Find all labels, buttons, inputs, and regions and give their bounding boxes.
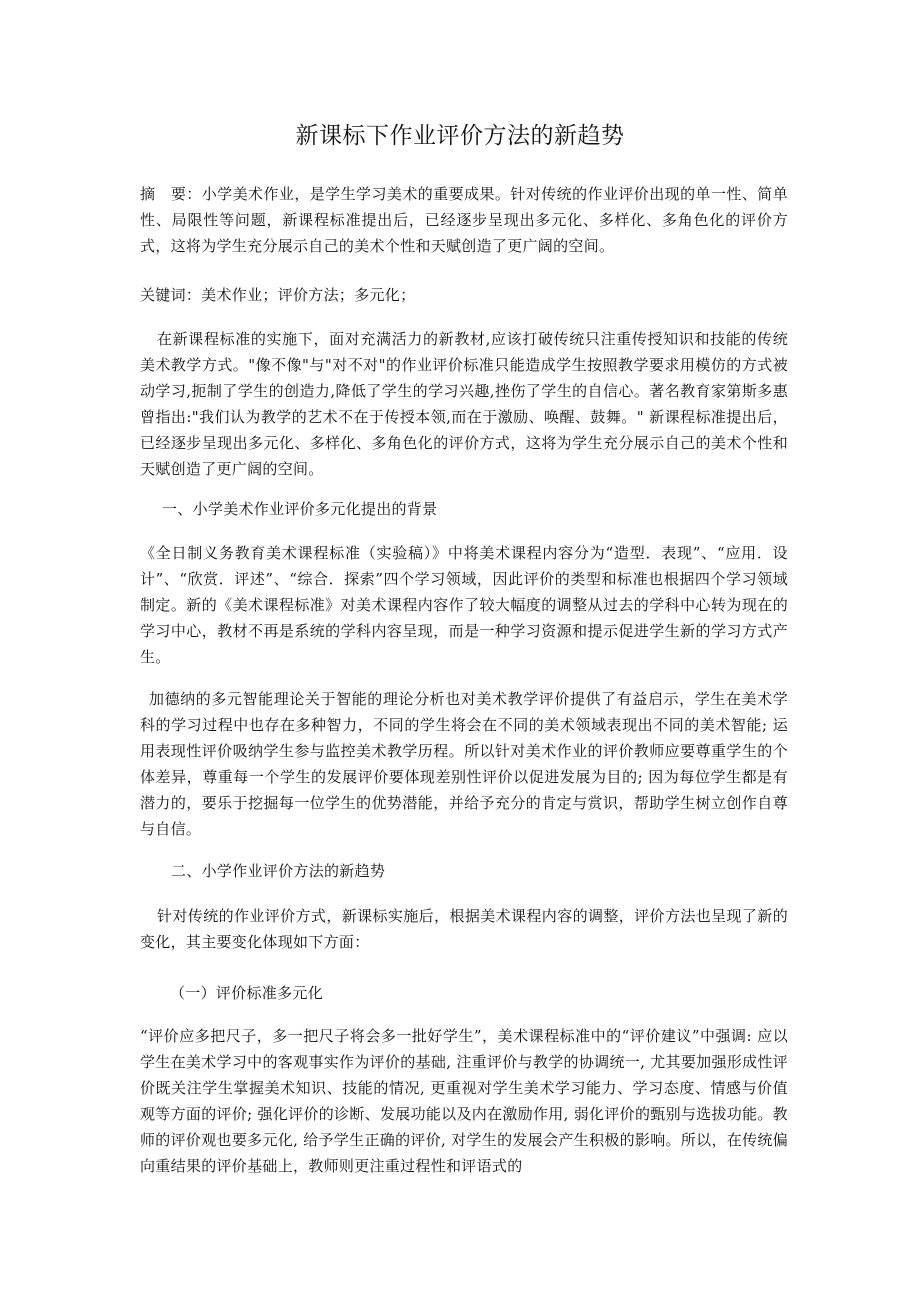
keywords-line: 关键词：美术作业；评价方法；多元化；: [140, 286, 416, 304]
section-heading-new-trends: 二、小学作业评价方法的新趋势: [171, 862, 386, 880]
subsection-heading-diversified-standards: （一）评价标准多元化: [170, 984, 324, 1002]
document-title: 新课标下作业评价方法的新趋势: [295, 123, 625, 149]
background-paragraph-standards: 《全日制义务教育美术课程标准（实验稿）》中将美术课程内容分为“造型．表现”、“应用．设计”、“欣赏．评述”、“综合．探索”四个学习领域，因此评价的类型和标准也根据四个学习领域制定。新的《美术课程标准》对美术课程内容作了较大幅度的调整从过去的学科中心转为现在的学习中心，教材不再是系统的学科内容呈现，而是一种学习资源和提示促进学生新的学习方式产生。: [140, 544, 788, 666]
diversified-standards-paragraph: “评价应多把尺子，多一把尺子将会多一批好学生”，美术课程标准中的“评价建议”中强调: 应以学生在美术学习中的客观事实作为评价的基础, 注重评价与教学的协调统一, 尤其要加强形成性评价既关注学生掌握美术知识、技能的情况, 更重视对学生美术学习能力、学习态度、情感与价值观等方面的评价; 强化评价的诊断、发展功能以及内在激励作用, 弱化评价的甄别与选拔功能。教师的评价观也要多元化, 给予学生正确的评价, 对学生的发展会产生积极的影响。所以，在传统偏向重结果的评价基础上，教师则更注重过程性和评语式的: [140, 1027, 788, 1175]
abstract-paragraph: 摘 要：小学美术作业，是学生学习美术的重要成果。针对传统的作业评价出现的单一性、简单性、局限性等问题，新课程标准提出后，已经逐步呈现出多元化、多样化、多角色化的评价方式，这将为学生充分展示自己的美术个性和天赋创造了更广阔的空间。: [140, 185, 788, 255]
section-heading-background: 一、小学美术作业评价多元化提出的背景: [162, 500, 438, 518]
new-trends-intro-paragraph: 针对传统的作业评价方式，新课标实施后，根据美术课程内容的调整，评价方法也呈现了新的变化，其主要变化体现如下方面：: [140, 907, 788, 951]
background-paragraph-gardner: 加德纳的多元智能理论关于智能的理论分析也对美术教学评价提供了有益启示，学生在美术学科的学习过程中也存在多种智力，不同的学生将会在不同的美术领域表现出不同的美术智能; 运用表现性评价吸纳学生参与监控美术教学历程。所以针对美术作业的评价教师应要尊重学生的个体差异，尊重每一个学生的发展评价要体现差别性评价以促进发展为目的; 因为每位学生都是有潜力的，要乐于挖掘每一位学生的优势潜能，并给予充分的肯定与赏识，帮助学生树立创作自尊与自信。: [140, 690, 788, 838]
intro-paragraph: 在新课程标准的实施下，面对充满活力的新教材,应该打破传统只注重传授知识和技能的传统美术教学方式。"像不像"与"对不对"的作业评价标准只能造成学生按照教学要求用模仿的方式被动学习,扼制了学生的创造力,降低了学生的学习兴趣,挫伤了学生的自信心。著名教育家第斯多惠曾指出:"我们认为教学的艺术不在于传授本领,而在于激励、唤醒、鼓舞。" 新课程标准提出后，已经逐步呈现出多元化、多样化、多角色化的评价方式，这将为学生充分展示自己的美术个性和天赋创造了更广阔的空间。: [140, 330, 788, 478]
